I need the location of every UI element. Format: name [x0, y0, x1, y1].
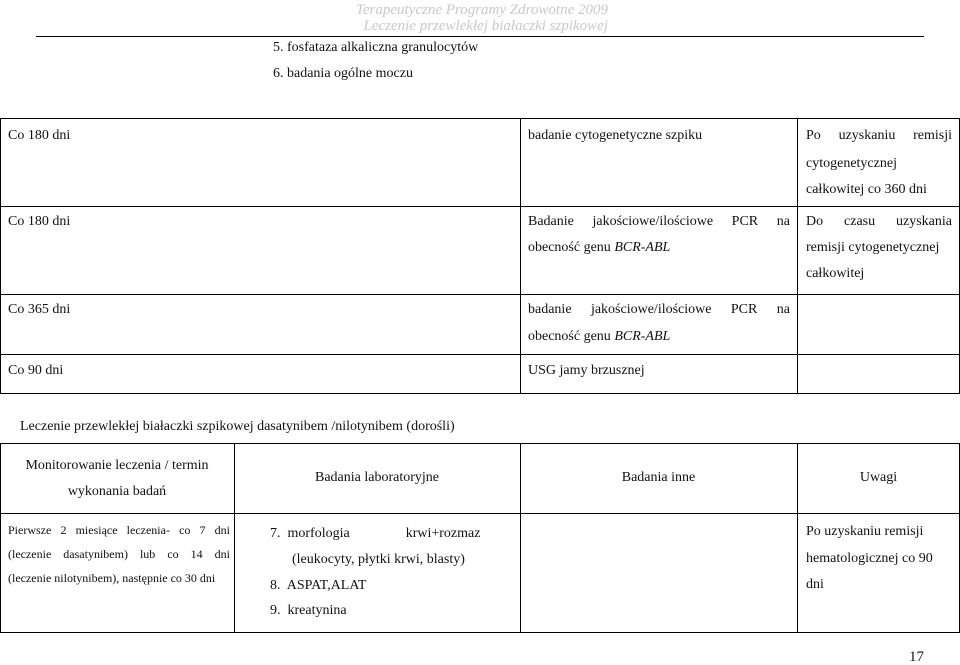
table-header: Badania inne	[621, 470, 696, 485]
page-number: 17	[909, 649, 924, 665]
table-cell-notes: Po uzyskaniu remisji	[806, 128, 952, 143]
table-cell-lab: 9. kreatynina	[270, 603, 347, 618]
table-cell-lab: 7. morfologia krwi+rozmaz	[270, 526, 481, 541]
table-cell-schedule: Pierwsze 2 miesiące leczenia- co 7 dni	[8, 523, 230, 537]
table-cell-test: Badanie jakościowe/ilościowe PCR na	[528, 214, 790, 229]
list-item: 6. badania ogólne moczu	[273, 66, 413, 81]
table-header: Monitorowanie leczenia / termin	[25, 458, 209, 473]
table-cell-schedule: (leczenie dasatynibem) lub co 14 dni	[8, 547, 230, 561]
table-cell-notes: cytogenetycznej	[806, 156, 897, 171]
table-cell-lab: (leukocyty, płytki krwi, blasty)	[292, 552, 465, 567]
list-item: 5. fosfataza alkaliczna granulocytów	[273, 40, 479, 55]
table-header: Badania laboratoryjne	[314, 470, 439, 485]
header-rule	[36, 36, 924, 37]
table-cell-notes: dni	[806, 577, 824, 592]
table-cell-time: Co 365 dni	[8, 302, 71, 317]
table-cell-test: badanie jakościowe/ilościowe PCR na	[528, 302, 790, 317]
table-cell-notes: całkowitej co 360 dni	[806, 182, 927, 197]
table-header: Uwagi	[859, 470, 898, 485]
running-header-title: Terapeutyczne Programy Zdrowotne 2009	[355, 2, 608, 18]
table-cell-notes: Do czasu uzyskania	[806, 214, 952, 229]
table-cell-notes: remisji cytogenetycznej	[806, 240, 940, 255]
table-cell-lab: 8. ASPAT,ALAT	[270, 578, 367, 593]
table-cell-test: obecność genu BCR-ABL	[528, 329, 671, 344]
table-cell-time: Co 180 dni	[8, 128, 71, 143]
running-header-subtitle: Leczenie przewlekłej białaczki szpikowej	[363, 18, 608, 34]
table-cell-schedule: (leczenie nilotynibem), następnie co 30 dni	[8, 571, 216, 585]
table-cell-time: Co 90 dni	[8, 363, 64, 378]
table-cell-time: Co 180 dni	[8, 214, 71, 229]
table-cell-notes: całkowitej	[806, 266, 865, 281]
table-cell-test: obecność genu BCR-ABL	[528, 240, 671, 255]
table-cell-notes: Po uzyskaniu remisji	[806, 524, 924, 539]
table-cell-test: USG jamy brzusznej	[528, 363, 645, 378]
section-title: Leczenie przewlekłej białaczki szpikowej dasatynibem /nilotynibem (dorośli)	[20, 419, 455, 434]
table-cell-test: badanie cytogenetyczne szpiku	[528, 128, 703, 143]
table-cell-notes: hematologicznej co 90	[806, 551, 933, 566]
table-header: wykonania badań	[67, 484, 167, 499]
